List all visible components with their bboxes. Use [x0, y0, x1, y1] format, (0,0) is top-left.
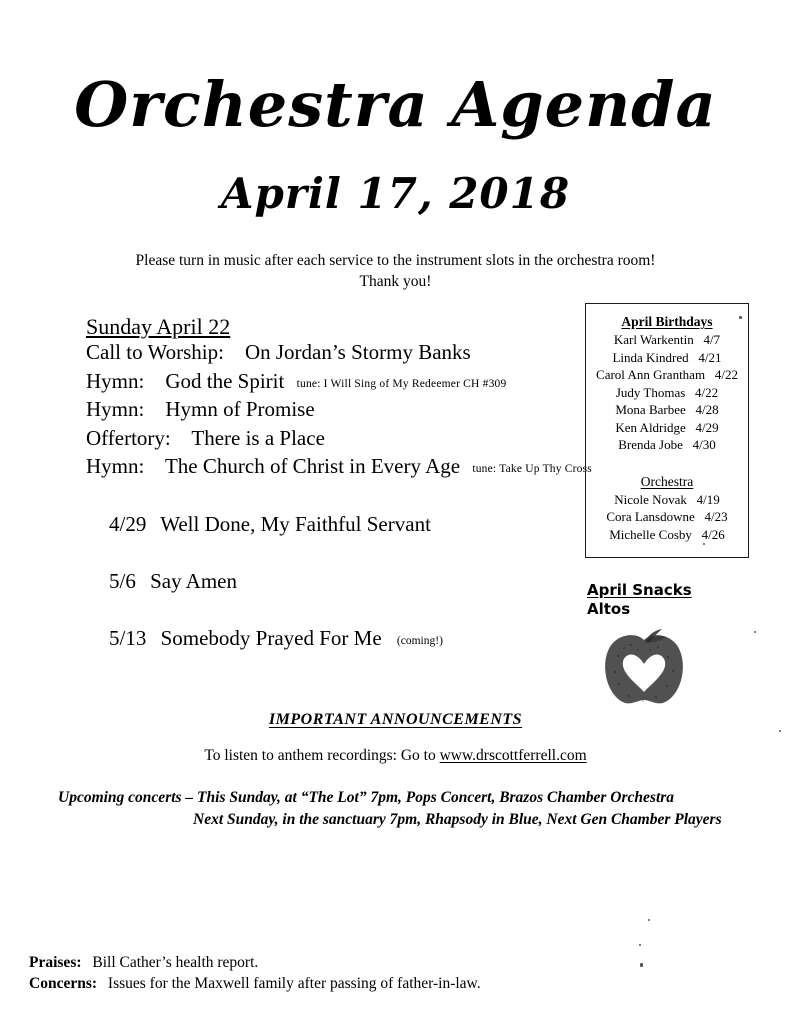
- birthday-name: Michelle Cosby: [609, 526, 692, 542]
- birthday-name: Cora Lansdowne: [606, 509, 695, 524]
- announcements-heading: [0, 711, 791, 729]
- service-line-value: God the Spirit: [165, 368, 285, 393]
- anthem-date: 4/29: [109, 512, 147, 536]
- concerts-line-1: Upcoming concerts – This Sunday, at “The Lot” 7pm, Pops Concert, Brazos Chamber Orchestra: [58, 789, 675, 806]
- anthem-row: [109, 512, 579, 540]
- notice-block: [0, 250, 791, 292]
- service-line-value: Hymn of Promise: [165, 397, 315, 421]
- anthem-note: (coming!): [396, 635, 443, 647]
- anthem-note: [431, 521, 441, 533]
- anthem-date: 5/13: [109, 626, 147, 650]
- scan-speckle: [640, 963, 643, 967]
- birthday-name: Judy Thomas: [615, 384, 686, 400]
- service-line-label: Hymn:: [86, 397, 145, 421]
- service-line-value: On Jordan’s Stormy Banks: [244, 340, 471, 364]
- announcements-heading-text: IMPORTANT ANNOUNCEMENTS: [268, 711, 523, 728]
- service-line: [86, 397, 586, 426]
- birthday-date: 4/19: [696, 491, 720, 507]
- praises-row: [29, 952, 759, 973]
- anthem-note: [237, 578, 247, 590]
- service-line-tune: tune: I Will Sing of My Redeemer CH #309: [296, 377, 507, 390]
- birthday-entry: [586, 419, 748, 437]
- notice-line-2: Thank you!: [359, 273, 432, 290]
- upcoming-concerts-block: [58, 787, 758, 831]
- concerns-text: Issues for the Maxwell family after passing of father-in-law.: [107, 975, 481, 992]
- praises-label: Praises:: [29, 954, 82, 971]
- scan-speckle: [739, 316, 742, 319]
- service-line-label: Offertory:: [86, 425, 171, 450]
- birthday-name: Brenda Jobe: [618, 437, 683, 452]
- service-line: [86, 369, 586, 398]
- page-subtitle-date: April 17, 2018: [220, 169, 571, 218]
- praises-text: Bill Cather’s health report.: [92, 954, 259, 971]
- service-order-block: [86, 314, 592, 483]
- service-line-value: There is a Place: [191, 425, 325, 450]
- birthday-date: 4/7: [703, 332, 721, 347]
- service-line-tune: [471, 349, 478, 361]
- scan-speckle: [754, 631, 756, 633]
- scan-speckle: [648, 919, 650, 921]
- concerts-line-2: Next Sunday, in the sanctuary 7pm, Rhapsody in Blue, Next Gen Chamber Players: [193, 811, 722, 828]
- service-heading: Sunday April 22: [86, 314, 231, 339]
- scan-speckle: [779, 730, 781, 732]
- service-line-label: Call to Worship:: [86, 340, 224, 364]
- snacks-title: April Snacks: [587, 581, 692, 599]
- anthem-row: [109, 626, 579, 654]
- service-line-tune: tune: Take Up Thy Cross: [472, 463, 592, 475]
- birthday-name: Carol Ann Grantham: [596, 367, 706, 382]
- service-line-tune: [325, 435, 332, 447]
- birthday-name: Mona Barbee: [615, 402, 686, 417]
- snacks-group: Altos: [587, 600, 631, 618]
- birthday-date: 4/26: [701, 526, 725, 542]
- birthday-date: 4/21: [698, 349, 722, 365]
- orchestra-birthday-entry: [586, 491, 748, 509]
- service-line-label: Hymn:: [86, 368, 145, 393]
- orchestra-birthday-entry: [586, 508, 748, 526]
- recordings-link[interactable]: www.drscottferrell.com: [439, 747, 587, 764]
- birthday-name: Karl Warkentin: [613, 332, 694, 347]
- birthdays-title: April Birthdays: [621, 314, 713, 329]
- birthday-name: Linda Kindred: [612, 349, 689, 365]
- birthday-date: 4/22: [695, 384, 719, 400]
- anthem-title: Somebody Prayed For Me: [160, 626, 382, 650]
- birthday-entry: [586, 384, 748, 402]
- birthday-date: 4/22: [714, 367, 738, 382]
- april-snacks-block: [587, 581, 777, 619]
- apple-with-heart-icon: [598, 626, 690, 708]
- birthday-entry: [586, 401, 748, 419]
- scan-speckle: [639, 944, 641, 946]
- birthday-date: 4/28: [695, 402, 719, 417]
- anthem-recordings-line: [0, 747, 791, 765]
- birthdays-orchestra-subtitle: Orchestra: [640, 473, 694, 489]
- upcoming-anthems-list: [109, 512, 579, 683]
- service-line: [86, 340, 586, 369]
- birthday-date: 4/23: [704, 509, 728, 524]
- birthday-entry: [586, 436, 748, 454]
- april-birthdays-box: [585, 303, 749, 558]
- birthday-name: Nicole Novak: [614, 491, 687, 507]
- birthday-entry: [586, 331, 748, 349]
- page-title: Orchestra Agenda: [74, 68, 717, 141]
- birthday-date: 4/29: [695, 419, 719, 435]
- service-line-label: Hymn:: [86, 454, 145, 478]
- service-line: [86, 454, 592, 483]
- anthem-title: Well Done, My Faithful Servant: [160, 512, 431, 536]
- anthem-title: Say Amen: [150, 569, 238, 593]
- orchestra-birthday-entry: [586, 526, 748, 544]
- prayer-footer-block: [29, 952, 759, 994]
- recordings-prefix: To listen to anthem recordings: Go to: [204, 747, 440, 764]
- service-line-value: The Church of Christ in Every Age: [164, 454, 461, 478]
- birthday-entry: [586, 366, 748, 384]
- scan-speckle: [703, 543, 705, 545]
- birthday-name: Ken Aldridge: [615, 419, 686, 435]
- birthday-date: 4/30: [692, 437, 716, 452]
- service-line: [86, 426, 586, 455]
- anthem-row: [109, 569, 579, 597]
- concerns-row: [29, 973, 759, 994]
- notice-line-1: Please turn in music after each service to the instrument slots in the orchestra room!: [135, 252, 656, 269]
- anthem-date: 5/6: [109, 569, 136, 593]
- concerns-label: Concerns:: [29, 975, 98, 992]
- service-line-tune: [315, 406, 322, 418]
- birthdays-spacer: [586, 454, 748, 473]
- birthday-entry: [586, 349, 748, 367]
